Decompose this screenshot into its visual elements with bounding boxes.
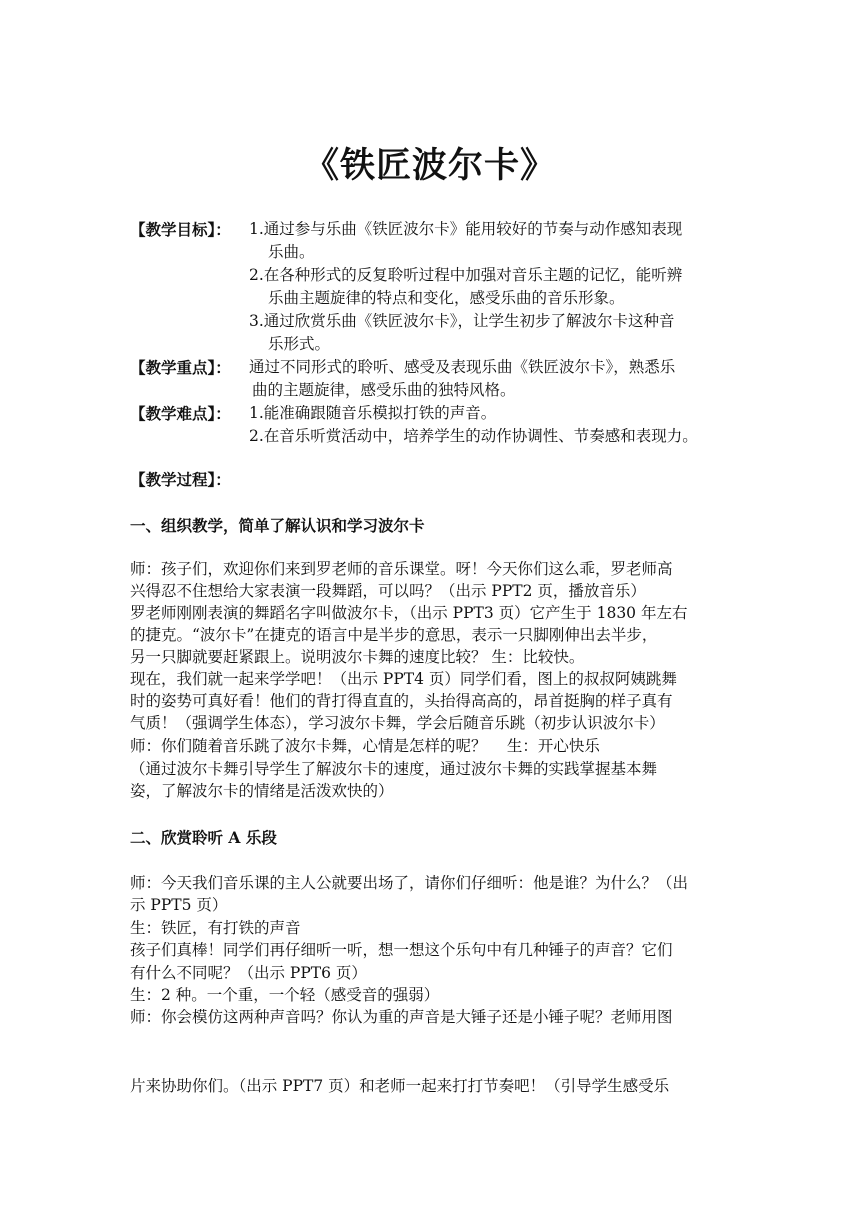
- difficulties-label: 【教学难点】：: [130, 404, 231, 423]
- section-1-line: 兴得忍不住想给大家表演一段舞蹈，可以吗？（出示 PPT2 页，播放音乐）: [130, 582, 646, 600]
- difficulty-2: 2.在音乐听赏活动中，培养学生的动作协调性、节奏感和表现力。: [249, 427, 698, 445]
- objective-1-line-2: 乐曲。: [268, 243, 315, 261]
- section-1-line: 现在，我们就一起来学学吧！（出示 PPT4 页）同学们看，图上的叔叔阿姨跳舞: [130, 670, 677, 688]
- key-points-line-2: 曲的主题旋律，感受乐曲的独特风格。: [252, 381, 516, 399]
- objective-2-line-1: 2.在各种形式的反复聆听过程中加强对音乐主题的记忆，能听辨: [249, 266, 683, 284]
- section-1-line: 的捷克。“波尔卡”在捷克的语言中是半步的意思，表示一只脚刚伸出去半步，: [130, 626, 658, 644]
- objectives-label: 【教学目标】：: [130, 220, 231, 239]
- section-1-heading: 一、组织教学，简单了解认识和学习波尔卡: [130, 516, 425, 535]
- section-1-line: 另一只脚就要赶紧跟上。说明波尔卡舞的速度比较？ 生：比较快。: [130, 648, 585, 666]
- objective-1-line-1: 1.通过参与乐曲《铁匠波尔卡》能用较好的节奏与动作感知表现: [249, 220, 683, 238]
- section-1-line: 罗老师刚刚表演的舞蹈名字叫做波尔卡，（出示 PPT3 页）它产生于 1830 年左右: [130, 604, 688, 622]
- section-1-line: 时的姿势可真好看！他们的背打得直直的，头抬得高高的，昂首挺胸的样子真有: [130, 692, 673, 710]
- section-1-line: 姿，了解波尔卡的情绪是活泼欢快的）: [130, 782, 394, 800]
- section-2-line: 生：铁匠，有打铁的声音: [130, 919, 301, 937]
- process-label: 【教学过程】：: [130, 470, 231, 489]
- key-points-line-1: 通过不同形式的聆听、感受及表现乐曲《铁匠波尔卡》，熟悉乐: [249, 358, 676, 376]
- objective-2-line-2: 乐曲主题旋律的特点和变化，感受乐曲的音乐形象。: [268, 289, 625, 307]
- section-2-line: 生：2 种。一个重，一个轻（感受音的强弱）: [130, 986, 440, 1004]
- section-1-line: 气质！（强调学生体态），学习波尔卡舞，学会后随音乐跳（初步认识波尔卡）: [130, 714, 665, 732]
- difficulty-1: 1.能准确跟随音乐模拟打铁的声音。: [249, 404, 497, 422]
- section-2-line: 有什么不同呢？（出示 PPT6 页）: [130, 964, 367, 982]
- section-1-line: 师：你们随着音乐跳了波尔卡舞，心情是怎样的呢？ 生：开心快乐: [130, 737, 600, 755]
- objective-3-line-2: 乐形式。: [268, 335, 331, 353]
- section-2-line: 孩子们真棒！同学们再仔细听一听，想一想这个乐句中有几种锤子的声音？它们: [130, 941, 673, 959]
- section-2-heading: 二、欣赏聆听 A 乐段: [130, 828, 277, 847]
- page-title: 《铁匠波尔卡》: [303, 145, 556, 186]
- objective-3-line-1: 3.通过欣赏乐曲《铁匠波尔卡》，让学生初步了解波尔卡这种音: [249, 312, 675, 330]
- section-2-line: 师：你会模仿这两种声音吗？你认为重的声音是大锤子还是小锤子呢？老师用图: [130, 1008, 673, 1026]
- section-2-line: 示 PPT5 页）: [130, 896, 228, 914]
- key-points-label: 【教学重点】：: [130, 358, 231, 377]
- section-2-line: 师：今天我们音乐课的主人公就要出场了，请你们仔细听：他是谁？为什么？（出: [130, 874, 689, 892]
- section-1-line: （通过波尔卡舞引导学生了解波尔卡的速度，通过波尔卡舞的实践掌握基本舞: [130, 760, 658, 778]
- section-2-continued-line: 片来协助你们。（出示 PPT7 页）和老师一起来打打节奏吧！（引导学生感受乐: [130, 1077, 670, 1095]
- section-1-line: 师：孩子们，欢迎你们来到罗老师的音乐课堂。呀！今天你们这么乖，罗老师高: [130, 560, 673, 578]
